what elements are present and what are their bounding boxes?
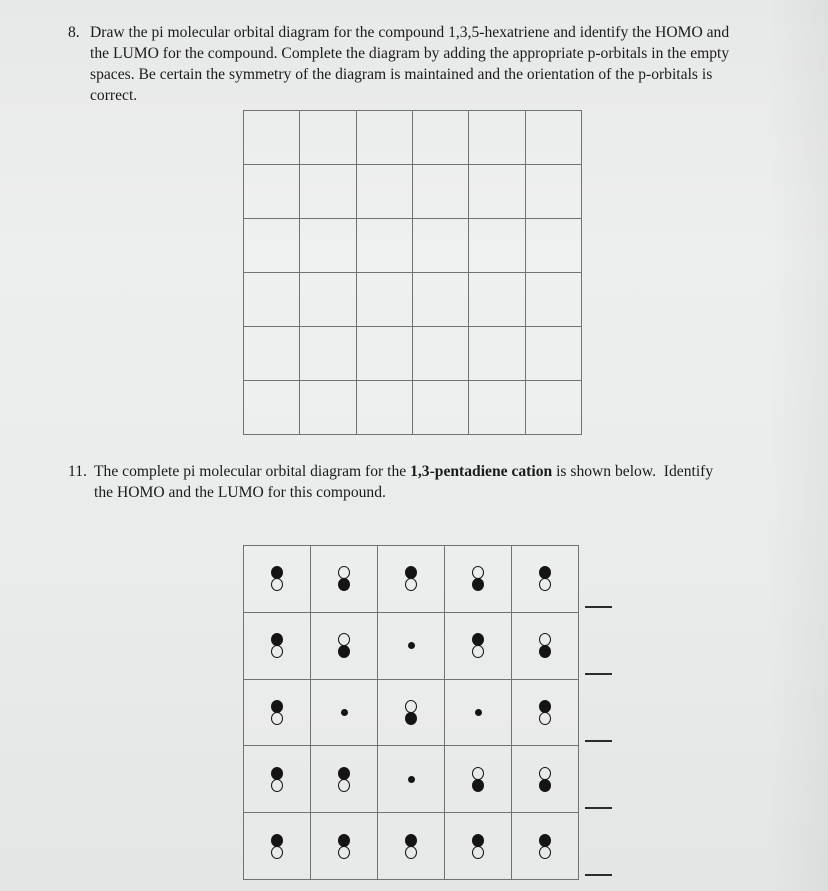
question11-text (94, 461, 713, 503)
orbital-bottom-lobe (271, 846, 283, 859)
question8-number: 8. (68, 24, 80, 41)
empty-grid-cell (356, 164, 412, 218)
orbital-grid-cell (377, 679, 444, 746)
p-orbital-icon (472, 767, 484, 792)
blank-answer-line (585, 673, 612, 675)
orbital-grid-cell (444, 612, 511, 679)
orbital-grid-cell (511, 545, 578, 612)
question11-line1-post: is shown below. Identify (552, 463, 714, 480)
orbital-grid-cell (444, 812, 511, 879)
empty-grid-cell (356, 326, 412, 380)
empty-grid-cell (468, 110, 524, 164)
empty-grid-cell (525, 218, 581, 272)
orbital-bottom-lobe (338, 779, 350, 792)
empty-grid-cell (356, 272, 412, 326)
blank-answer-line (585, 606, 612, 608)
orbital-grid-cell (511, 679, 578, 746)
orbital-bottom-lobe (472, 578, 484, 591)
empty-grid-cell (468, 164, 524, 218)
orbital-grid-cell (310, 679, 377, 746)
p-orbital-icon (271, 633, 283, 658)
orbital-grid-cell (511, 745, 578, 812)
empty-grid-cell (525, 164, 581, 218)
p-orbital-icon (271, 700, 283, 725)
empty-grid-cell (525, 272, 581, 326)
orbital-grid-cell (310, 612, 377, 679)
empty-grid-cell (468, 272, 524, 326)
p-orbital-icon (539, 834, 551, 859)
orbital-grid-cell (310, 745, 377, 812)
orbital-bottom-lobe (338, 645, 350, 658)
orbital-grid-cell (310, 545, 377, 612)
p-orbital-icon (338, 767, 350, 792)
empty-grid-cell (468, 380, 524, 434)
question8-line1: Draw the pi molecular orbital diagram for the compound 1,3,5-hexatriene and identify the HOMO and (90, 24, 730, 41)
orbital-bottom-lobe (405, 846, 417, 859)
orbital-bottom-lobe (539, 779, 551, 792)
orbital-bottom-lobe (539, 712, 551, 725)
empty-grid-cell (243, 380, 299, 434)
orbital-bottom-lobe (271, 645, 283, 658)
orbital-bottom-lobe (338, 846, 350, 859)
p-orbital-icon (271, 566, 283, 591)
orbital-grid-cell (377, 812, 444, 879)
p-orbital-icon (472, 834, 484, 859)
orbital-grid-cell (444, 545, 511, 612)
p-orbital-icon (271, 767, 283, 792)
orbital-grid-cell (243, 545, 310, 612)
orbital-grid-cell (511, 812, 578, 879)
orbital-grid-cell (444, 679, 511, 746)
p-orbital-icon (472, 633, 484, 658)
orbital-grid-cell (377, 745, 444, 812)
empty-grid-cell (299, 164, 355, 218)
orbital-grid-cell (377, 612, 444, 679)
empty-grid-cell (243, 326, 299, 380)
p-orbital-icon (539, 767, 551, 792)
p-orbital-icon (539, 700, 551, 725)
orbital-bottom-lobe (271, 712, 283, 725)
orbital-top-lobe (472, 834, 484, 847)
orbital-bottom-lobe (405, 578, 417, 591)
orbital-top-lobe (271, 834, 283, 847)
orbital-bottom-lobe (539, 645, 551, 658)
empty-grid-cell (525, 380, 581, 434)
empty-grid-cell (412, 326, 468, 380)
node-dot-icon (341, 709, 348, 716)
empty-grid-cell (412, 164, 468, 218)
empty-grid-cell (243, 164, 299, 218)
empty-grid-cell (243, 110, 299, 164)
p-orbital-icon (338, 633, 350, 658)
empty-grid-cell (412, 218, 468, 272)
empty-grid-cell (412, 380, 468, 434)
orbital-bottom-lobe (338, 578, 350, 591)
p-orbital-icon (405, 700, 417, 725)
blank-answer-line (585, 874, 612, 876)
blank-answer-line (585, 740, 612, 742)
empty-grid-cell (412, 110, 468, 164)
orbital-bottom-lobe (539, 578, 551, 591)
empty-grid-cell (468, 326, 524, 380)
node-dot-icon (475, 709, 482, 716)
question11-line2: the HOMO and the LUMO for this compound. (94, 484, 386, 501)
empty-grid-cell (299, 218, 355, 272)
blank-answer-line (585, 807, 612, 809)
question8-line2: the LUMO for the compound. Complete the diagram by adding the appropriate p-orbitals in the empty (90, 45, 730, 62)
orbital-grid-cell (444, 745, 511, 812)
orbital-bottom-lobe (472, 779, 484, 792)
empty-grid-cell (299, 380, 355, 434)
node-dot-icon (408, 776, 415, 783)
orbital-grid-cell (310, 812, 377, 879)
orbital-bottom-lobe (472, 645, 484, 658)
orbital-grid-cell (243, 612, 310, 679)
orbital-grid-cell (243, 745, 310, 812)
empty-grid-cell (356, 380, 412, 434)
orbital-top-lobe (539, 834, 551, 847)
orbital-top-lobe (338, 767, 350, 780)
empty-grid-cell (412, 272, 468, 326)
empty-grid-cell (299, 326, 355, 380)
orbital-bottom-lobe (539, 846, 551, 859)
empty-mo-grid (243, 110, 582, 435)
empty-grid-cell (356, 110, 412, 164)
p-orbital-icon (405, 566, 417, 591)
empty-grid-cell (525, 326, 581, 380)
orbital-grid-cell (243, 812, 310, 879)
empty-grid-cell (299, 110, 355, 164)
p-orbital-icon (539, 566, 551, 591)
orbital-grid-cell (377, 545, 444, 612)
p-orbital-icon (472, 566, 484, 591)
question8-line3: spaces. Be certain the symmetry of the diagram is maintained and the orientation of the p-orbitals is (90, 66, 713, 83)
empty-grid-cell (243, 272, 299, 326)
orbital-top-lobe (405, 834, 417, 847)
orbital-bottom-lobe (271, 779, 283, 792)
empty-grid-cell (468, 218, 524, 272)
orbital-grid-cell (243, 679, 310, 746)
empty-grid-cell (525, 110, 581, 164)
orbital-bottom-lobe (405, 712, 417, 725)
orbital-bottom-lobe (271, 578, 283, 591)
orbital-top-lobe (271, 767, 283, 780)
p-orbital-icon (338, 566, 350, 591)
question8-text (90, 22, 729, 106)
orbital-top-lobe (338, 834, 350, 847)
orbital-bottom-lobe (472, 846, 484, 859)
question11-line1-pre: The complete pi molecular orbital diagram for the (94, 463, 411, 480)
question11-line1 (94, 461, 713, 482)
orbital-top-lobe (472, 767, 484, 780)
question8-line4: correct. (90, 87, 138, 104)
orbital-grid-cell (511, 612, 578, 679)
orbital-top-lobe (539, 767, 551, 780)
empty-grid-cell (243, 218, 299, 272)
orbital-mo-grid (243, 545, 579, 880)
p-orbital-icon (539, 633, 551, 658)
p-orbital-icon (271, 834, 283, 859)
p-orbital-icon (338, 834, 350, 859)
p-orbital-icon (405, 834, 417, 859)
question11-number: 11. (68, 463, 87, 480)
node-dot-icon (408, 642, 415, 649)
compound-name-bold: 1,3-pentadiene cation (410, 463, 553, 480)
empty-grid-cell (299, 272, 355, 326)
empty-grid-cell (356, 218, 412, 272)
